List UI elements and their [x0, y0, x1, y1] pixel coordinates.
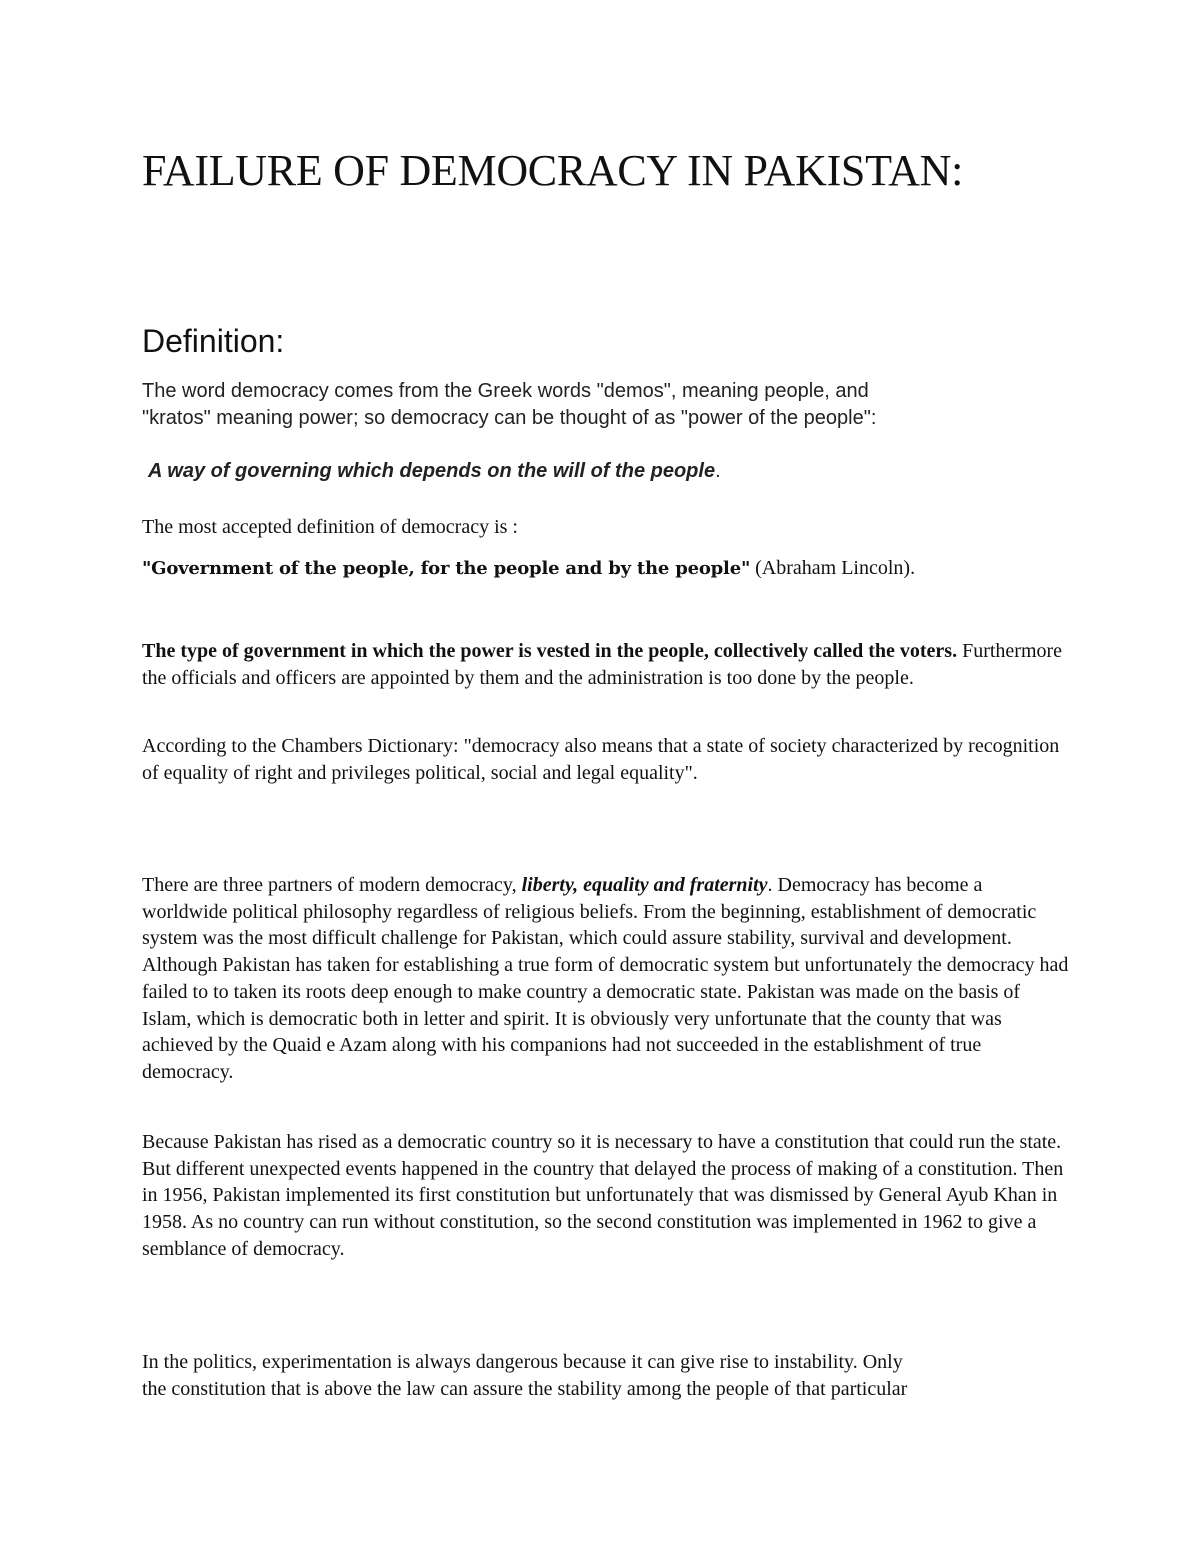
document-page: [142, 0, 1072, 1553]
politics-line-2: the constitution that is above the law can assure the stability among the people of that particular: [142, 1377, 908, 1400]
emphasis-period: .: [715, 460, 721, 482]
politics-line-1: In the politics, experimentation is always dangerous because it can give rise to instability. Only: [142, 1351, 903, 1373]
document-title: FAILURE OF DEMOCRACY IN PAKISTAN:: [142, 146, 964, 195]
politics-paragraph: [142, 1349, 1072, 1402]
partners-paragraph: [142, 872, 1072, 1086]
partners-rest: . Democracy has become a worldwide political philosophy regardless of religious beliefs. From the beginning, establishment of democratic system was the most difficult challenge for Pakistan, which could assure stability, survival and development. Although Pakistan has taken for establishing a true form of democratic system but unfortunately the democracy had failed to to taken its roots deep enough to make country a democratic state. Pakistan was made on the basis of Islam, which is democratic both in letter and spirit. It is obviously very unfortunate that the county that was achieved by the Quaid e Azam along with his companions had not succeeded in the establishment of true democracy.: [142, 874, 1069, 1083]
government-type-paragraph: [142, 638, 1072, 691]
constitution-paragraph: Because Pakistan has rised as a democratic country so it is necessary to have a constitution that could run the state. But different unexpected events happened in the country that delayed the process of making of a constitution. Then in 1956, Pakistan implemented its first constitution but unfortunately that was dismissed by General Ayub Khan in 1958. As no country can run without constitution, so the second constitution was implemented in 1962 to give a semblance of democracy.: [142, 1131, 1064, 1260]
partners-emphasis: liberty, equality and fraternity: [521, 874, 768, 896]
government-type-rest: Furthermore the officials and officers are appointed by them and the administration is too done by the people.: [142, 640, 1063, 689]
chambers-paragraph: According to the Chambers Dictionary: "democracy also means that a state of society characterized by recognition of equality of right and privileges political, social and legal equality".: [142, 735, 1060, 784]
emphasis-paragraph: [142, 458, 1072, 485]
definition-paragraph: [142, 378, 1072, 432]
accepted-definition-intro: The most accepted definition of democracy is :: [142, 516, 518, 538]
lincoln-quote-paragraph: [142, 555, 1072, 583]
definition-heading: Definition:: [142, 323, 285, 359]
definition-line-2: "kratos" meaning power; so democracy can be thought of as "power of the people":: [142, 407, 877, 429]
lincoln-quote: "Government of the people, for the people and by the people": [142, 558, 751, 579]
definition-line-1: The word democracy comes from the Greek words "demos", meaning people, and: [142, 380, 869, 402]
emphasis-line: A way of governing which depends on the will of the people: [148, 460, 716, 482]
partners-start: There are three partners of modern democracy,: [142, 874, 522, 896]
lincoln-attribution: (Abraham Lincoln).: [750, 557, 916, 579]
government-type-bold: The type of government in which the power is vested in the people, collectively called the voters.: [142, 640, 958, 662]
